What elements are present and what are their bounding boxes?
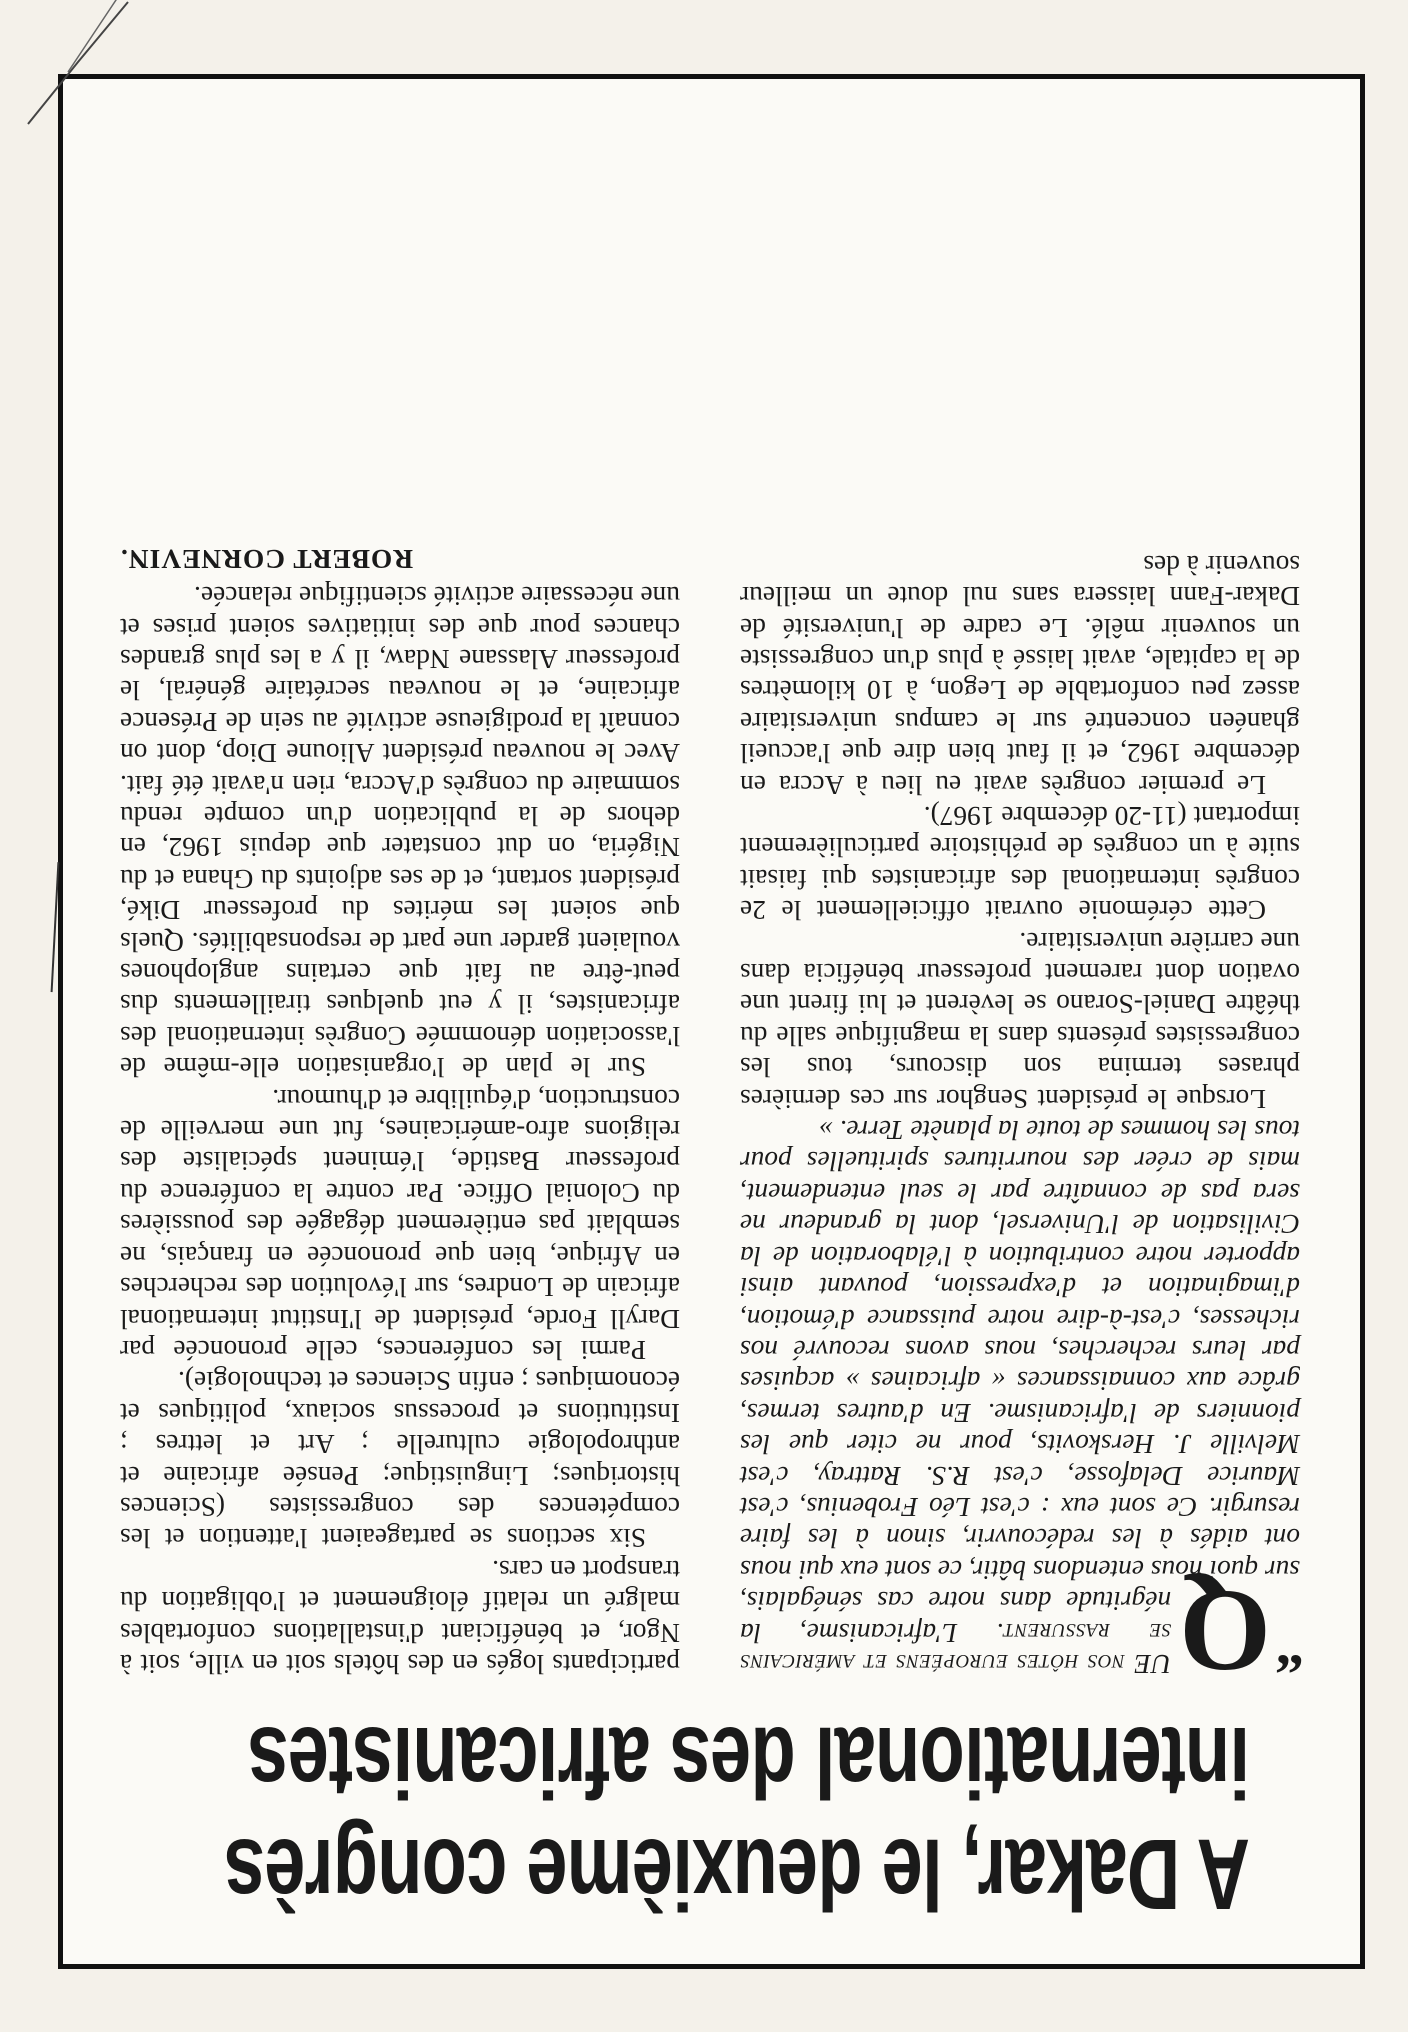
pencil-scribble	[18, 0, 138, 132]
column-right	[120, 119, 680, 1679]
headline-line-2: international des africanistes	[248, 1706, 1250, 1818]
author-signature: ROBERT CORNEVIN.	[120, 543, 414, 574]
article-columns	[120, 119, 1304, 1697]
paragraph-senghor-quote	[740, 1114, 1304, 1697]
paragraph-ovation: Lorsque le président Senghor sur ces dernières phrases termina son discours, tous les congressistes présents dans la magnifique salle du théâtre Daniel-Sorano se levèrent et lui firent une ovation dont rarement professeur bénéficia dans une carrière universitaire.	[740, 926, 1300, 1114]
headline	[224, 1706, 1250, 1930]
quote-body: L'africanisme, la négritude dans notre cas sénégalais, sur quoi nous entendons bâtir, ce sont eux qui nous ont aidés à les redécouvrir, sinon à les faire resurgir. Ce sont eux : c'est Léo Frobenius, c'est Maurice Delafosse, c'est R.S. Rattray, c'est Melville J. Herskovits, pour ne citer que les pionniers de l'africanisme. En d'autres termes, grâce aux connaissances « africaines » acquises par leurs recherches, nous avons recouvré nos richesses, c'est-à-dire notre puissance d'émotion, d'imagination et d'expression, pouvant ainsi apporter notre contribution à l'élaboration de la Civilisation de l'Universel, dont la grandeur ne sera pas de connaître par le seul entendement, mais de créer des nourritures spirituelles pour tous les hommes de toute la planète Terre. »	[740, 1115, 1300, 1648]
article-frame	[58, 74, 1365, 1969]
paragraph-accra-congress: Le premier congrès avait eu lieu à Accra en décembre 1962, et il faut bien dire que l'accueil ghanéen concentré sur le campus universitaire assez peu confortable de Legon, à 10 kilomètres de la capitale, avait laissé à plus d'un congressiste un souvenir mêlé. Le cadre de l'université de Dakar-Fann laissera sans nul doute un meilleur souvenir à des	[740, 549, 1300, 800]
drop-cap: Q	[1179, 1566, 1271, 1697]
paragraph-conferences: Parmi les conférences, celle prononcée par Daryll Forde, président de l'Institut international africain de Londres, sur l'évolution des recherches en Afrique, bien que prononcée en français, ne semblait pas entièrement dégagée des poussières du Colonial Office. Par contre la conférence du professeur Bastide, l'éminent spécialiste des religions afro-américaines, fut une merveille de construction, d'équilibre et d'humour.	[120, 1083, 680, 1365]
quote-opening: UE nos hôtes européens et américains se rassurent.	[740, 1617, 1172, 1679]
headline-line-1: A Dakar, le deuxième congrès	[224, 1818, 1250, 1930]
paragraph-sections: Six sections se partageaient l'attention et les compétences des congressistes (Sciences historiques; Linguistique; Pensée africaine et anthropologie culturelle ; Art et lettres ; Institutions et processus sociaux, politiques et économiques ; enfin Sciences et technologie).	[120, 1366, 680, 1554]
paragraph-participants: participants logés en des hôtels soit en ville, soit à Ngor, et bénéficiant d'installations confortables malgré un relatif éloignement et l'obligation du transport en cars.	[120, 1554, 680, 1679]
column-left	[740, 119, 1304, 1697]
paragraph-organisation: Sur le plan de l'organisation elle-même de l'association dénommée Congrès international des africanistes, il y eut quelques tiraillements dus peut-être au fait que certains anglophones voulaient garder une part de responsabilités. Quels que soient les mérites du professeur Diké, président sortant, et de ses adjoints du Ghana et du Nigéria, on dut constater que depuis 1962, en dehors de la publication d'un compte rendu sommaire du congrès d'Accra, rien n'avait été fait. Avec le nouveau président Alioune Diop, dont on connaît la prodigieuse activité au sein de Présence africaine, et le nouveau secrétaire général, le professeur Alassane Ndaw, il y a les plus grandes chances pour que des initiatives soient prises et une nécessaire activité scientifique relancée.	[120, 581, 680, 1083]
opening-quote-mark: “	[1275, 1621, 1304, 1686]
paragraph-opening-ceremony: Cette cérémonie ouvrait officiellement le 2e congrès international des africanistes qui faisait suite à un congrès de préhistoire particulièrement important (11-20 décembre 1967).	[740, 801, 1300, 926]
